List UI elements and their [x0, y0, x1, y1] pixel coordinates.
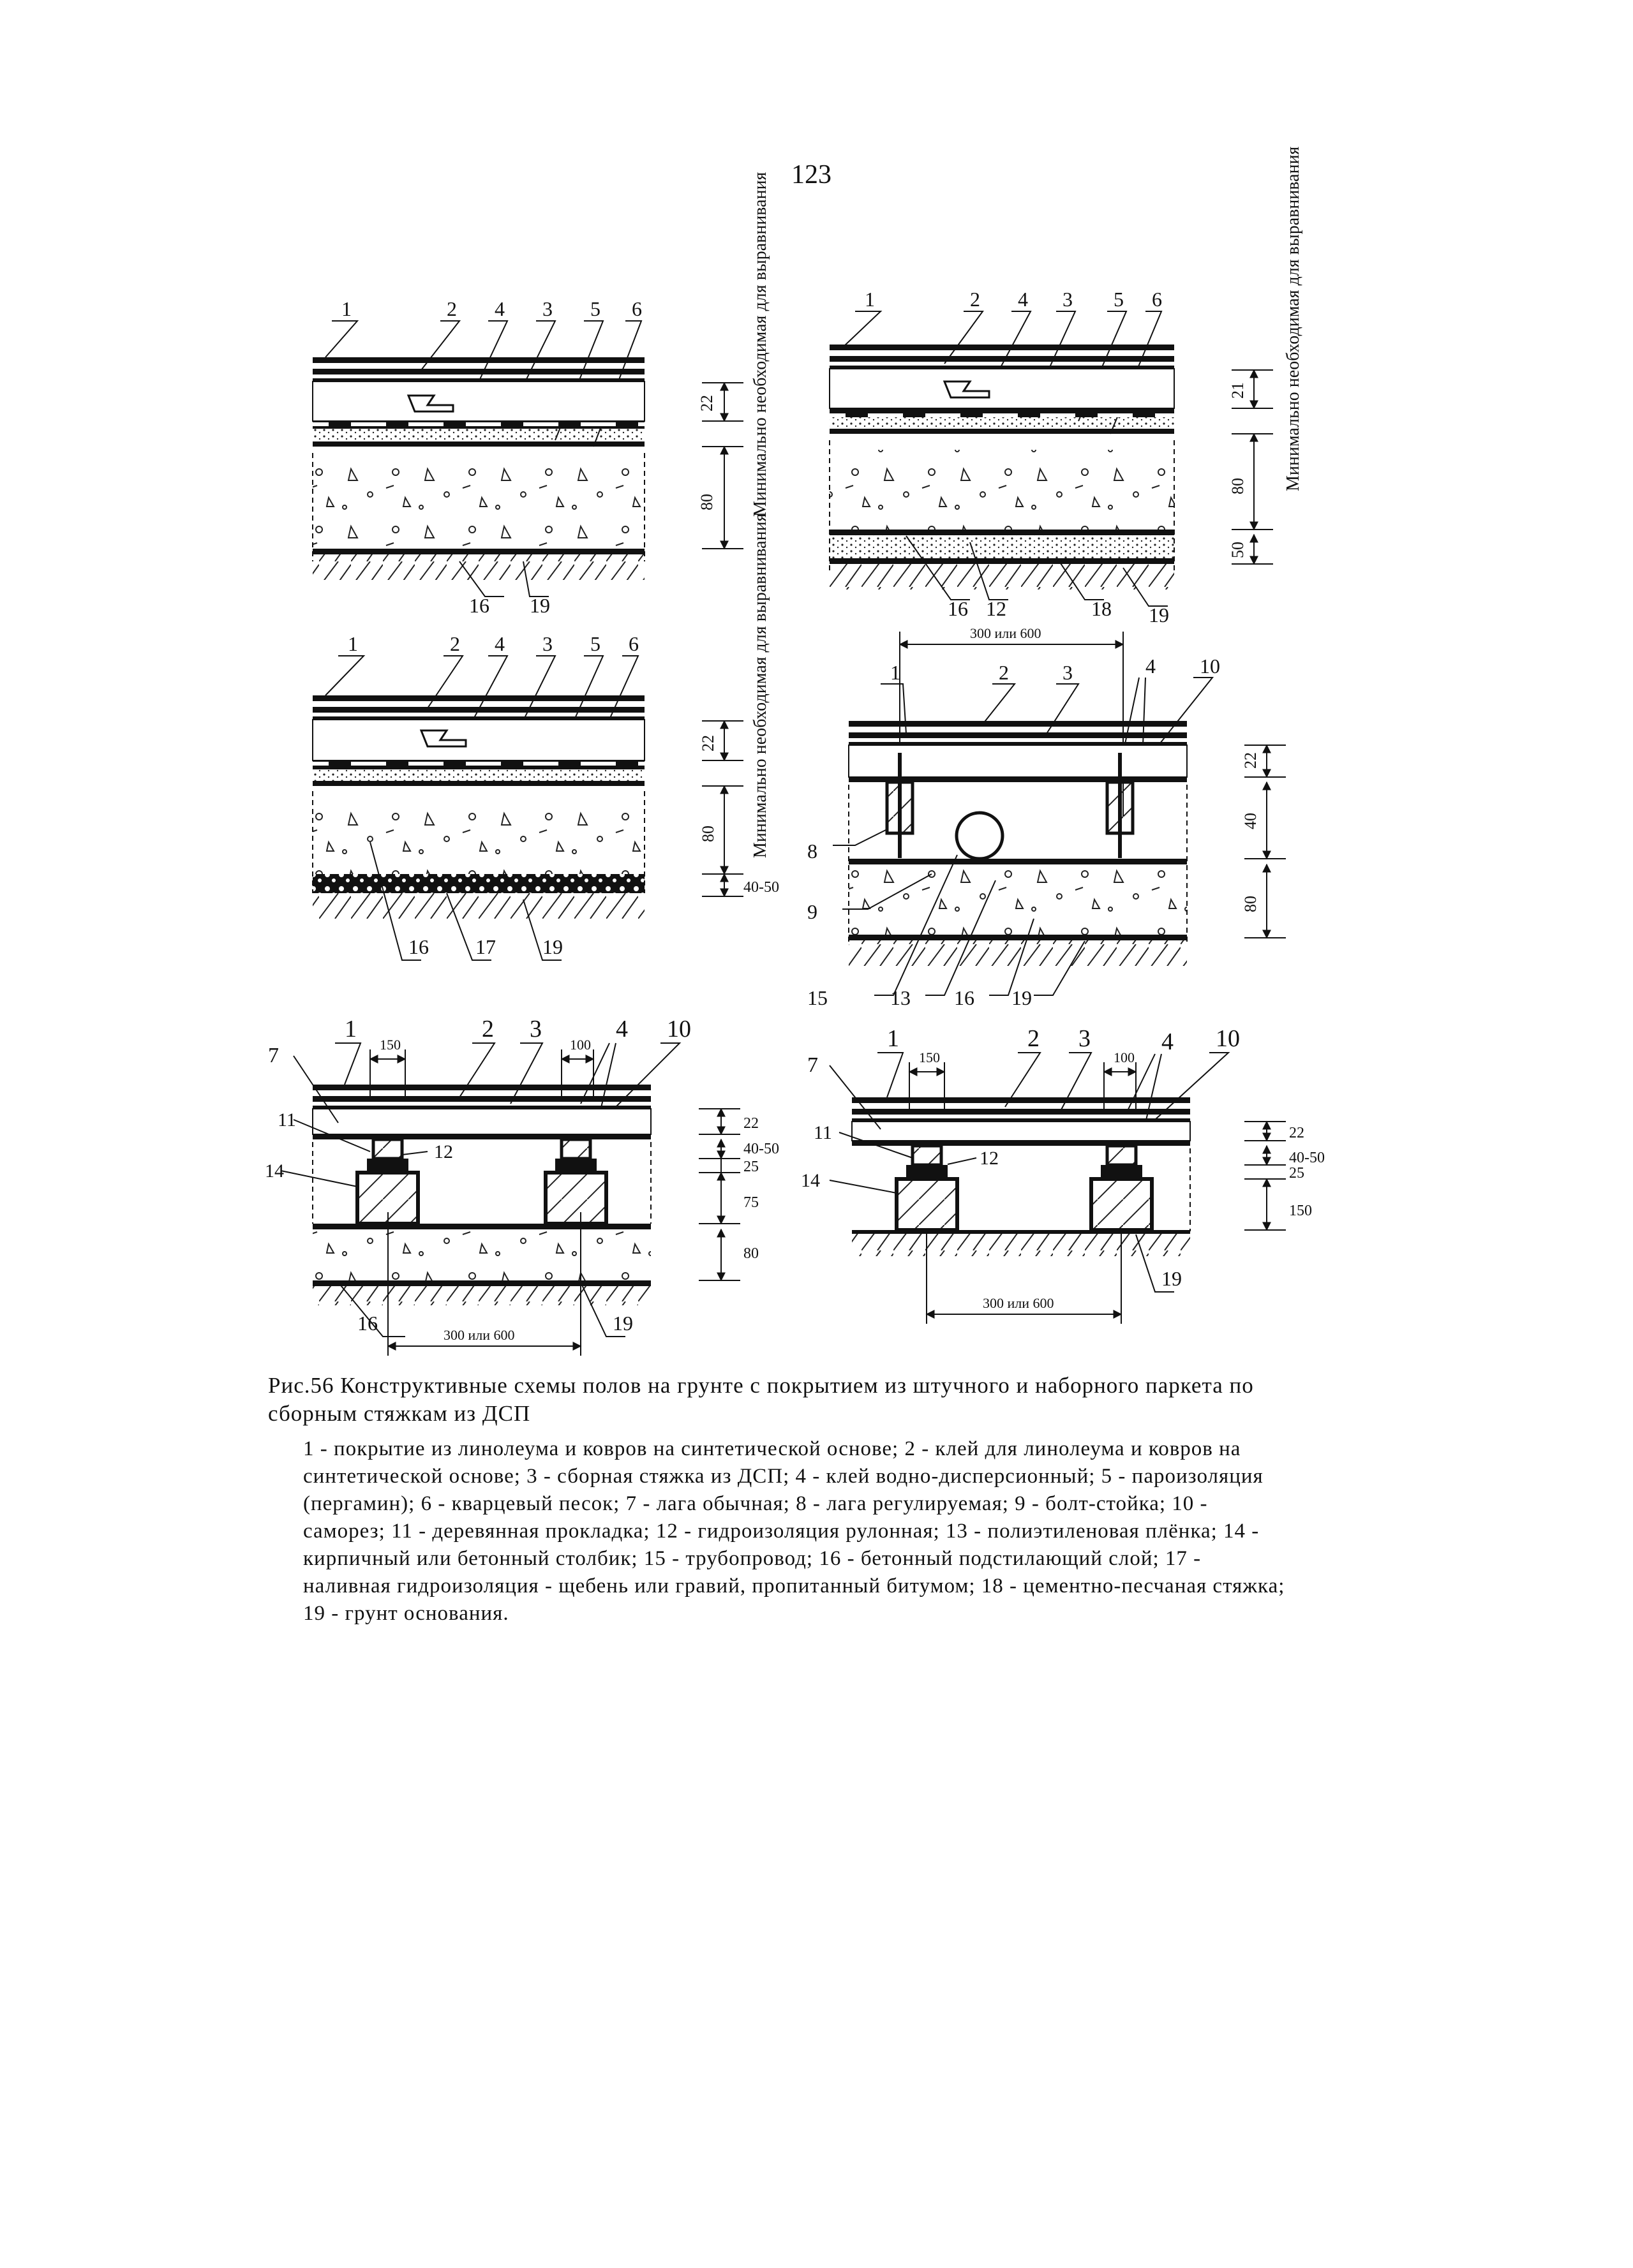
- figure-legend: 1 - покрытие из линолеума и ковров на синтетической основе; 2 - клей для линолеума и ковров на синтетической основе; 3 - сборная стяжка из ДСП; 4 - клей водно-дисперсионный; 5 - пароизоляция (пергамин); 6 - кварцевый песок; 7 - лага обычная; 8 - лага регулируемая; 9 - болт-стойка; 10 - саморез; 11 - деревянная прокладка; 12 - гидроизоляция рулонная; 13 - полиэтиленовая плёнка; 14 - кирпичный или бетонный столбик; 15 - трубопровод; 16 - бетонный подстилающий слой; 17 - наливная гидроизоляция - щебень или гравий, пропитанный битумом; 18 - цементно-песчаная стяжка; 19 - грунт основания.: [303, 1437, 1285, 1625]
- d3-dim-80: 80: [699, 826, 717, 842]
- d5-dim-22: 22: [743, 1115, 759, 1132]
- d6-callout-3: 3: [1078, 1025, 1091, 1052]
- d4-callout-15: 15: [807, 986, 828, 1009]
- d1-callout-1: 1: [341, 297, 352, 320]
- d2-callout-6: 6: [1152, 288, 1162, 311]
- d5-dim-80: 80: [743, 1245, 759, 1262]
- d6-callout-14: 14: [801, 1170, 820, 1191]
- diagram-4: [807, 625, 1286, 1009]
- d6-callout-7: 7: [807, 1053, 818, 1077]
- d4-dim-80: 80: [1241, 896, 1260, 912]
- d5-span: 300 или 600: [444, 1327, 515, 1343]
- d6-span: 300 или 600: [983, 1295, 1054, 1311]
- d5-callout-14: 14: [265, 1160, 284, 1182]
- d6-dim-150: 150: [919, 1049, 940, 1065]
- d4-callout-13: 13: [890, 986, 911, 1009]
- d5-left-support: [357, 1139, 418, 1224]
- d5-callout-1: 1: [345, 1016, 357, 1042]
- d4-callout-2: 2: [999, 661, 1009, 684]
- d2-callout-16: 16: [948, 597, 968, 620]
- d4-dim-22: 22: [1241, 752, 1260, 769]
- d6-callout-2: 2: [1027, 1025, 1040, 1052]
- d1-callout-19: 19: [530, 594, 550, 617]
- d1-level-note: Минимально необходимая для выравнивания: [750, 172, 770, 517]
- d6-callout-19: 19: [1161, 1267, 1182, 1290]
- d3-callout-3: 3: [542, 632, 553, 655]
- d4-dim-40: 40: [1241, 813, 1260, 829]
- diagram-1: [313, 172, 770, 617]
- d3-level-note: Минимально необходимая для выравнивания: [750, 513, 770, 858]
- d4-callout-1: 1: [890, 661, 900, 684]
- d5-callout-4: 4: [616, 1016, 628, 1042]
- d3-callout-1: 1: [348, 632, 358, 655]
- d3-callout-17: 17: [475, 935, 496, 958]
- d1-dim-22: 22: [697, 395, 716, 411]
- d2-callout-4: 4: [1018, 288, 1028, 311]
- d2-callout-12: 12: [986, 597, 1006, 620]
- d5-dim-75: 75: [743, 1194, 759, 1211]
- d3-callout-6: 6: [629, 632, 639, 655]
- d4-callout-8: 8: [807, 840, 817, 863]
- d4-pipe: [957, 813, 1003, 859]
- d4-callout-3: 3: [1063, 661, 1073, 684]
- d4-callout-4: 4: [1145, 655, 1156, 678]
- d2-callout-1: 1: [865, 288, 875, 311]
- d5-dim-25: 25: [743, 1159, 759, 1175]
- d1-callout-6: 6: [632, 297, 642, 320]
- d2-callout-19: 19: [1149, 604, 1169, 626]
- d6-callout-4: 4: [1161, 1028, 1174, 1055]
- diagram-2: [830, 146, 1303, 626]
- d3-callout-16: 16: [408, 935, 429, 958]
- d6-callout-1: 1: [887, 1025, 899, 1052]
- d4-callout-9: 9: [807, 900, 817, 923]
- d2-level-note: Минимально необходимая для выравнивания: [1283, 146, 1303, 491]
- d4-callout-16: 16: [954, 986, 974, 1009]
- d6-callout-12: 12: [980, 1148, 999, 1169]
- d2-callout-3: 3: [1063, 288, 1073, 311]
- d4-span: 300 или 600: [970, 625, 1041, 641]
- d6-dim-22: 22: [1289, 1125, 1304, 1141]
- d1-callout-5: 5: [590, 297, 600, 320]
- d2-callout-2: 2: [970, 288, 980, 311]
- d1-callouts-top: [341, 297, 642, 320]
- d5-callout-2: 2: [482, 1016, 494, 1042]
- diagram-6: [801, 1025, 1325, 1324]
- d2-callout-5: 5: [1114, 288, 1124, 311]
- d6-dim-150: 150: [1289, 1203, 1312, 1219]
- d5-callout-16: 16: [357, 1312, 378, 1335]
- d3-dim-22: 22: [699, 735, 717, 752]
- d5-callout-3: 3: [530, 1016, 542, 1042]
- d1-callout-4: 4: [495, 297, 505, 320]
- d6-dim-40-50: 40-50: [1289, 1150, 1325, 1166]
- figure-caption: Рис.56 Конструктивные схемы полов на грунте с покрытием из штучного и наборного паркета по сборным стяжкам из ДСП: [268, 1373, 1254, 1426]
- diagram-3: [313, 513, 779, 960]
- d6-right-support: [1091, 1146, 1152, 1230]
- d2-dim-50: 50: [1228, 542, 1247, 558]
- d2-callout-18: 18: [1091, 597, 1112, 620]
- d5-callout-12: 12: [434, 1141, 453, 1162]
- d5-callout-10: 10: [667, 1016, 691, 1042]
- d6-callout-11: 11: [814, 1122, 832, 1143]
- d3-callout-5: 5: [590, 632, 600, 655]
- d3-callout-4: 4: [495, 632, 505, 655]
- d3-callout-2: 2: [450, 632, 460, 655]
- d2-dim-80: 80: [1228, 478, 1247, 494]
- d5-dim-100: 100: [570, 1037, 591, 1053]
- page-number: 123: [791, 160, 831, 189]
- d6-left-support: [897, 1146, 957, 1230]
- diagram-5: [265, 1016, 779, 1356]
- d2-dim-21: 21: [1228, 382, 1247, 399]
- d6-dim-25: 25: [1289, 1165, 1304, 1182]
- d4-callout-19: 19: [1011, 986, 1032, 1009]
- d1-dim-80: 80: [697, 494, 716, 510]
- d3-dim-40-50: 40-50: [743, 879, 779, 896]
- d5-callout-11: 11: [278, 1109, 296, 1130]
- d1-callout-3: 3: [542, 297, 553, 320]
- d5-right-support: [546, 1139, 606, 1224]
- d5-callout-7: 7: [268, 1044, 279, 1067]
- d5-dim-150: 150: [380, 1037, 401, 1053]
- d5-dim-40-50: 40-50: [743, 1141, 779, 1157]
- d5-callout-19: 19: [613, 1312, 633, 1335]
- d6-callout-10: 10: [1216, 1025, 1240, 1052]
- d4-callout-10: 10: [1200, 655, 1220, 678]
- d6-dim-100: 100: [1114, 1049, 1135, 1065]
- d1-callout-2: 2: [447, 297, 457, 320]
- d3-callout-19: 19: [542, 935, 563, 958]
- d1-callout-16: 16: [469, 594, 489, 617]
